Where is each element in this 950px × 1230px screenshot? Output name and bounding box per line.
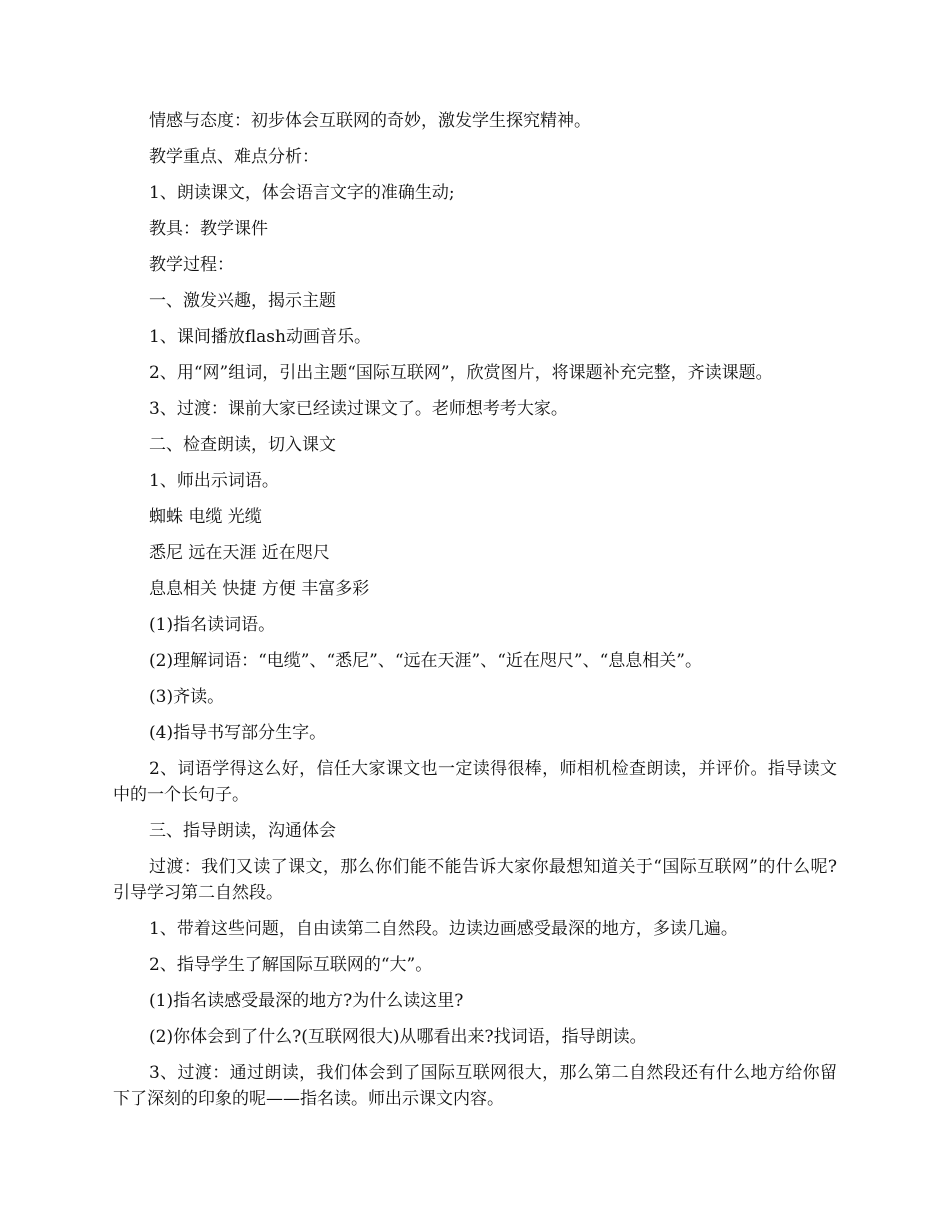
section-heading: 教学过程： [149, 255, 234, 275]
text-line: (3)齐读。 [149, 687, 225, 707]
text-line: 1、带着这些问题，自由读第二自然段。边读边画感受最深的地方，多读几遍。 [149, 919, 738, 939]
text-line: (1)指名读词语。 [149, 615, 276, 635]
paragraph: 3、过渡：通过朗读，我们体会到了国际互联网很大，那么第二自然段还有什么地方给你留下了深刻的印象的呢——指名读。师出示课文内容。 [113, 1063, 837, 1109]
document-body [113, 108, 837, 1122]
paragraph: 过渡：我们又读了课文，那么你们能不能告诉大家你最想知道关于“国际互联网”的什么呢?引导学习第二自然段。 [113, 857, 837, 903]
text-line: 3、过渡：课前大家已经读过课文了。老师想考考大家。 [149, 399, 568, 419]
text-line: 教具：教学课件 [149, 219, 268, 239]
text-line: 1、师出示词语。 [149, 471, 279, 491]
text-line: 情感与态度：初步体会互联网的奇妙，激发学生探究精神。 [149, 111, 591, 131]
word-list: 悉尼 远在天涯 近在咫尺 [149, 543, 330, 563]
section-heading: 二、检查朗读，切入课文 [149, 435, 336, 455]
section-heading: 教学重点、难点分析： [149, 147, 319, 167]
word-list: 蜘蛛 电缆 光缆 [149, 507, 262, 527]
text-line: 1、朗读课文，体会语言文字的准确生动; [149, 183, 455, 203]
section-heading: 一、激发兴趣，揭示主题 [149, 291, 336, 311]
section-heading: 三、指导朗读，沟通体会 [149, 821, 336, 841]
text-line: (4)指导书写部分生字。 [149, 723, 327, 743]
text-line: 1、课间播放flash动画音乐。 [149, 327, 371, 347]
paragraph: 2、词语学得这么好，信任大家课文也一定读得很棒，师相机检查朗读，并评价。指导读文中的一个长句子。 [113, 759, 837, 805]
text-line: 2、指导学生了解国际互联网的“大”。 [149, 955, 433, 975]
text-line: (2)你体会到了什么?(互联网很大)从哪看出来?找词语，指导朗读。 [149, 1027, 647, 1047]
text-line: (1)指名读感受最深的地方?为什么读这里? [149, 991, 464, 1011]
text-line: 2、用“网”组词，引出主题“国际互联网”，欣赏图片，将课题补充完整，齐读课题。 [149, 363, 773, 383]
word-list: 息息相关 快捷 方便 丰富多彩 [149, 579, 370, 599]
text-line: (2)理解词语：“电缆”、“悉尼”、“远在天涯”、“近在咫尺”、“息息相关”。 [149, 651, 702, 671]
